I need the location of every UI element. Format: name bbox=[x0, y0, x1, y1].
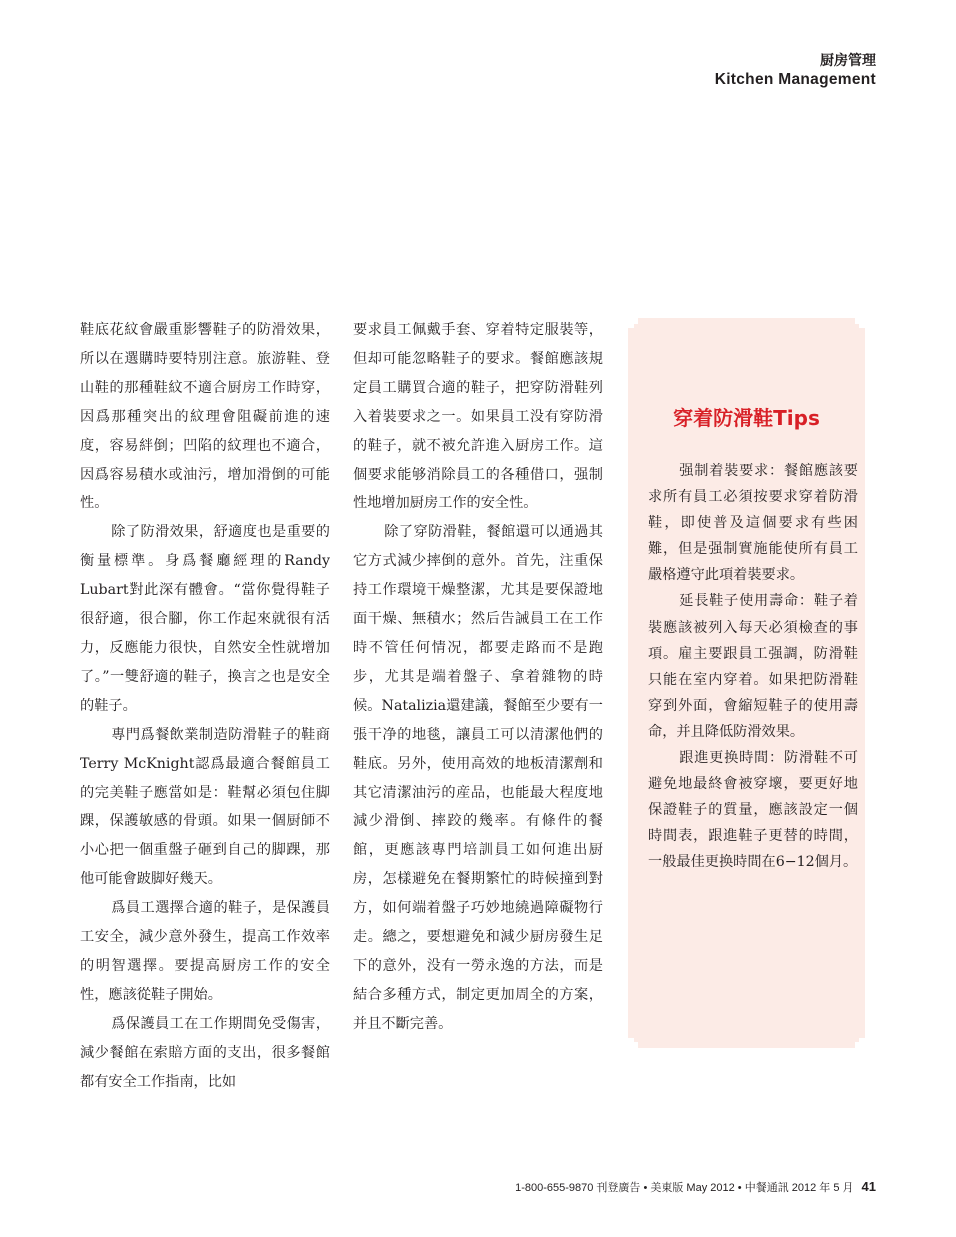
section-title-english: Kitchen Management bbox=[714, 71, 876, 88]
tips-body bbox=[648, 458, 858, 876]
page-header bbox=[715, 52, 876, 90]
tips-title: 穿着防滑鞋Tips bbox=[673, 406, 820, 430]
footer-info: 1-800-655-9870 刊登廣告 • 美東版 May 2012 • 中餐通訊 2012 年 5 月 bbox=[515, 1182, 854, 1194]
paragraph: 要求員工佩戴手套、穿着特定服裝等，但却可能忽略鞋子的要求。餐館應該規定員工購買合適的鞋子，把穿防滑鞋列入着裝要求之一。如果員工没有穿防滑的鞋子，就不被允許進入厨房工作。這個要求能够消除員工的各種借口，强制性地增加厨房工作的安全性。 bbox=[353, 322, 603, 512]
article-column-2 bbox=[353, 316, 603, 1039]
paragraph: 爲員工選擇合適的鞋子，是保護員工安全，減少意外發生，提高工作效率的明智選擇。要提高厨房工作的安全性，應該從鞋子開始。 bbox=[80, 900, 330, 1003]
article-column-1 bbox=[80, 316, 330, 1096]
tips-sidebar bbox=[628, 318, 865, 1048]
paragraph: 除了防滑效果，舒適度也是重要的衡量標準。身爲餐廳經理的Randy Lubart對此深有體會。“當你覺得鞋子很舒適，很合腳，你工作起來就很有活力，反應能力很快，自然安全性就增加了。”一雙舒適的鞋子，換言之也是安全的鞋子。 bbox=[80, 524, 330, 714]
page-number: 41 bbox=[861, 1179, 876, 1194]
corner-notch bbox=[855, 318, 865, 328]
tip-paragraph: 跟進更换時間：防滑鞋不可避免地最終會被穿壞，要更好地保證鞋子的質量，應該設定一個時間表，跟進鞋子更替的時間，一般最佳更换時間在6−12個月。 bbox=[648, 750, 858, 871]
paragraph: 爲保護員工在工作期間免受傷害，減少餐館在索賠方面的支出，很多餐館都有安全工作指南，比如 bbox=[80, 1015, 330, 1090]
paragraph: 專門爲餐飲業制造防滑鞋子的鞋商Terry McKnight認爲最適合餐館員工的完美鞋子應當如是：鞋幫必須包住脚踝，保護敏感的骨頭。如果一個厨師不小心把一個重盤子砸到自己的脚踝，那他可能會跛脚好幾天。 bbox=[80, 726, 330, 888]
paragraph: 除了穿防滑鞋，餐館還可以通過其它方式減少摔倒的意外。首先，注重保持工作環境干燥整潔，尤其是要保證地面干燥、無積水；然后告誡員工在工作時不管任何情况，都要走路而不是跑步，尤其是端着盤子、拿着雜物的時候。Natalizia還建議，餐館至少要有一張干净的地毯，讓員工可以清潔他們的鞋底。另外，使用高效的地板清潔劑和其它清潔油污的産品，也能最大程度地減少滑倒、摔跤的幾率。有條件的餐館，更應該專門培訓員工如何進出厨房，怎樣避免在餐期繁忙的時候撞到對方，如何端着盤子巧妙地繞過障礙物行走。總之，要想避免和減少厨房發生足下的意外，没有一勞永逸的方法，而是結合多種方式，制定更加周全的方案，并且不斷完善。 bbox=[353, 524, 603, 1032]
tip-paragraph: 延長鞋子使用壽命：鞋子着裝應該被列入每天必須檢查的事項。雇主要跟員工强調，防滑鞋只能在室内穿着。如果把防滑鞋穿到外面，會縮短鞋子的使用壽命，并且降低防滑效果。 bbox=[648, 593, 858, 740]
corner-notch bbox=[628, 1038, 638, 1048]
corner-notch bbox=[855, 1038, 865, 1048]
paragraph: 鞋底花紋會嚴重影響鞋子的防滑效果，所以在選購時要特別注意。旅游鞋、登山鞋的那種鞋紋不適合厨房工作時穿，因爲那種突出的紋理會阻礙前進的速度，容易絆倒；凹陷的紋理也不適合，因爲容易積水或油污，增加滑倒的可能性。 bbox=[80, 322, 330, 512]
page-footer bbox=[515, 1180, 876, 1195]
section-title-chinese: 厨房管理 bbox=[820, 53, 876, 69]
tip-paragraph: 强制着裝要求：餐館應該要求所有員工必須按要求穿着防滑鞋，即使普及這個要求有些困難，但是强制實施能使所有員工嚴格遵守此項着裝要求。 bbox=[648, 463, 858, 584]
corner-notch bbox=[628, 318, 638, 328]
